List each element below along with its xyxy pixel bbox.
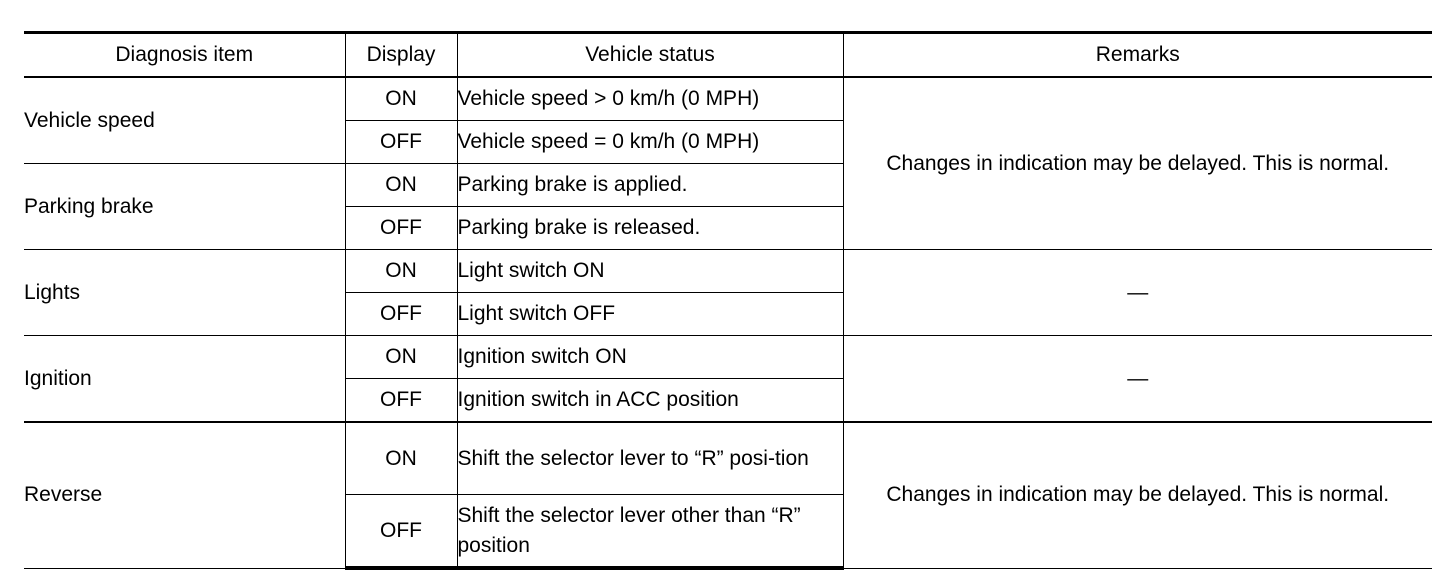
status-text: Shift the selector lever other than “R” position [457,495,843,569]
display-value: ON [345,422,457,495]
display-value: OFF [345,121,457,164]
display-value: ON [345,250,457,293]
status-text: Parking brake is applied. [457,164,843,207]
status-text: Light switch ON [457,250,843,293]
display-value: ON [345,336,457,379]
item-reverse: Reverse [24,422,345,568]
item-lights: Lights [24,250,345,336]
header-vehicle-status: Vehicle status [457,33,843,78]
table-header-row [24,33,1432,78]
remarks-reverse: Changes in indication may be delayed. This is normal. [843,422,1432,568]
item-parking-brake: Parking brake [24,164,345,250]
status-text: Vehicle speed > 0 km/h (0 MPH) [457,77,843,121]
header-diagnosis-item: Diagnosis item [24,33,345,78]
display-value: ON [345,164,457,207]
header-display: Display [345,33,457,78]
diagnosis-table [24,31,1432,570]
display-value: OFF [345,293,457,336]
display-value: ON [345,77,457,121]
display-value: OFF [345,379,457,423]
status-text: Shift the selector lever to “R” posi-tion [457,422,843,495]
table-row [24,77,1432,121]
remarks-speed-brake: Changes in indication may be delayed. This is normal. [843,77,1432,250]
status-text: Ignition switch ON [457,336,843,379]
table-row [24,336,1432,379]
table-row [24,422,1432,495]
table-row [24,250,1432,293]
status-text: Light switch OFF [457,293,843,336]
status-text: Ignition switch in ACC position [457,379,843,423]
status-text: Parking brake is released. [457,207,843,250]
display-value: OFF [345,495,457,569]
status-text: Vehicle speed = 0 km/h (0 MPH) [457,121,843,164]
remarks-lights: — [843,250,1432,336]
item-vehicle-speed: Vehicle speed [24,77,345,164]
remarks-ignition: — [843,336,1432,423]
display-value: OFF [345,207,457,250]
header-remarks: Remarks [843,33,1432,78]
item-ignition: Ignition [24,336,345,423]
